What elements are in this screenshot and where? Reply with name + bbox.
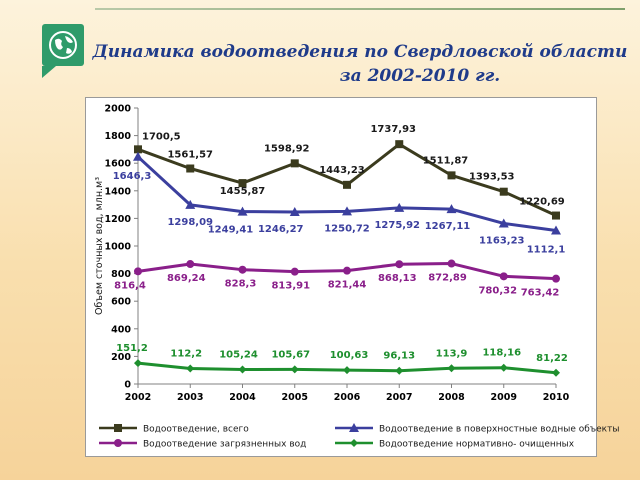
series-1-point xyxy=(552,212,560,220)
data-label: 1393,53 xyxy=(468,171,515,183)
series-3-point xyxy=(291,268,299,276)
legend-marker-4 xyxy=(350,439,358,447)
y-tick-label: 1400 xyxy=(104,186,131,198)
title-line-1: Динамика водоотведения по Свердловской области xyxy=(92,42,628,62)
legend-marker-1 xyxy=(114,424,122,432)
series-1-point xyxy=(500,188,508,196)
data-label: 1220,69 xyxy=(519,196,565,208)
data-label: 780,32 xyxy=(478,285,518,297)
data-label: 1737,93 xyxy=(370,124,417,136)
data-label: 1443,23 xyxy=(319,164,365,176)
data-label: 1249,41 xyxy=(207,224,254,236)
data-label: 151,2 xyxy=(116,343,148,355)
x-tick-label: 2005 xyxy=(281,392,308,403)
data-label: 763,42 xyxy=(520,287,560,299)
legend-label-4: Водоотведение нормативно- очищенных xyxy=(379,439,575,450)
y-axis-label: Объем сточных вод, млн.м³ xyxy=(94,176,105,316)
x-tick-label: 2004 xyxy=(229,392,256,403)
series-3-point xyxy=(500,272,508,280)
globe-icon xyxy=(42,24,84,66)
series-4-point xyxy=(343,366,351,374)
series-1-point xyxy=(395,140,403,148)
series-4-point xyxy=(552,369,560,377)
data-label: 872,89 xyxy=(428,272,467,284)
data-label: 816,4 xyxy=(114,280,146,292)
series-3-point xyxy=(186,260,194,268)
series-1-point xyxy=(186,165,194,173)
data-label: 828,3 xyxy=(224,278,257,290)
y-tick-label: 600 xyxy=(111,296,131,308)
series-4-point xyxy=(448,364,456,372)
legend-label-1: Водоотведение, всего xyxy=(143,424,249,435)
data-label: 113,9 xyxy=(435,348,468,360)
series-3-point xyxy=(552,275,560,283)
y-tick-label: 200 xyxy=(111,351,131,363)
series-1-point xyxy=(448,171,456,179)
data-label: 1511,87 xyxy=(422,155,469,167)
y-tick-label: 1000 xyxy=(104,241,131,253)
x-tick-label: 2003 xyxy=(177,392,204,403)
logo-corner-decoration xyxy=(42,66,56,78)
data-label: 868,13 xyxy=(377,273,417,285)
data-label: 813,91 xyxy=(271,280,311,292)
series-3-point xyxy=(343,267,351,275)
title-line-2: за 2002-2010 гг. xyxy=(339,66,501,86)
x-tick-label: 2009 xyxy=(490,392,517,403)
x-tick-label: 2006 xyxy=(333,392,361,403)
data-label: 96,13 xyxy=(383,350,416,362)
x-tick-label: 2007 xyxy=(386,392,413,403)
series-3-point xyxy=(134,267,142,275)
data-label: 1298,09 xyxy=(167,216,214,228)
x-tick-label: 2010 xyxy=(542,392,570,403)
data-label: 1267,11 xyxy=(424,221,471,233)
data-label: 1646,3 xyxy=(112,170,152,182)
y-tick-label: 400 xyxy=(111,324,131,336)
data-label: 1250,72 xyxy=(324,223,370,235)
data-label: 1598,92 xyxy=(263,143,310,155)
data-label: 1112,1 xyxy=(526,244,566,256)
series-4-point xyxy=(186,365,194,373)
series-3-point xyxy=(239,266,247,274)
x-tick-label: 2002 xyxy=(124,392,152,403)
legend-label-3: Водоотведение загрязненных вод xyxy=(143,439,307,450)
legend-label-2: Водоотведение в поверхностные водные объекты xyxy=(379,424,620,435)
y-tick-label: 2000 xyxy=(104,103,131,115)
y-tick-label: 0 xyxy=(124,379,131,391)
data-label: 1561,57 xyxy=(167,149,214,161)
y-tick-label: 1200 xyxy=(104,213,131,225)
data-label: 821,44 xyxy=(327,279,367,291)
series-3-point xyxy=(448,260,456,268)
series-4-point xyxy=(291,365,299,373)
data-label: 1275,92 xyxy=(374,219,421,231)
line-chart xyxy=(85,97,620,455)
y-tick-label: 1800 xyxy=(104,131,131,143)
data-label: 105,67 xyxy=(271,349,311,361)
data-label: 112,2 xyxy=(170,348,203,360)
series-1-point xyxy=(291,159,299,167)
data-label: 105,24 xyxy=(219,349,258,361)
series-4-point xyxy=(134,359,142,367)
page-title xyxy=(90,40,630,88)
data-label: 118,16 xyxy=(482,347,522,359)
series-4-point xyxy=(395,367,403,375)
series-3-point xyxy=(395,260,403,268)
data-label: 100,63 xyxy=(329,350,369,362)
top-divider-line xyxy=(95,8,625,10)
data-label: 869,24 xyxy=(166,273,206,285)
y-tick-label: 1600 xyxy=(104,158,131,170)
legend-marker-3 xyxy=(114,439,122,447)
data-label: 1455,87 xyxy=(219,186,266,198)
x-tick-label: 2008 xyxy=(438,392,465,403)
y-tick-label: 800 xyxy=(111,269,131,281)
series-1-point xyxy=(343,181,351,189)
data-label: 1163,23 xyxy=(478,235,525,247)
series-4-point xyxy=(239,365,247,373)
series-4-point xyxy=(500,364,508,372)
data-label: 81,22 xyxy=(536,352,568,364)
data-label: 1700,5 xyxy=(142,131,181,143)
data-label: 1246,27 xyxy=(257,224,304,236)
